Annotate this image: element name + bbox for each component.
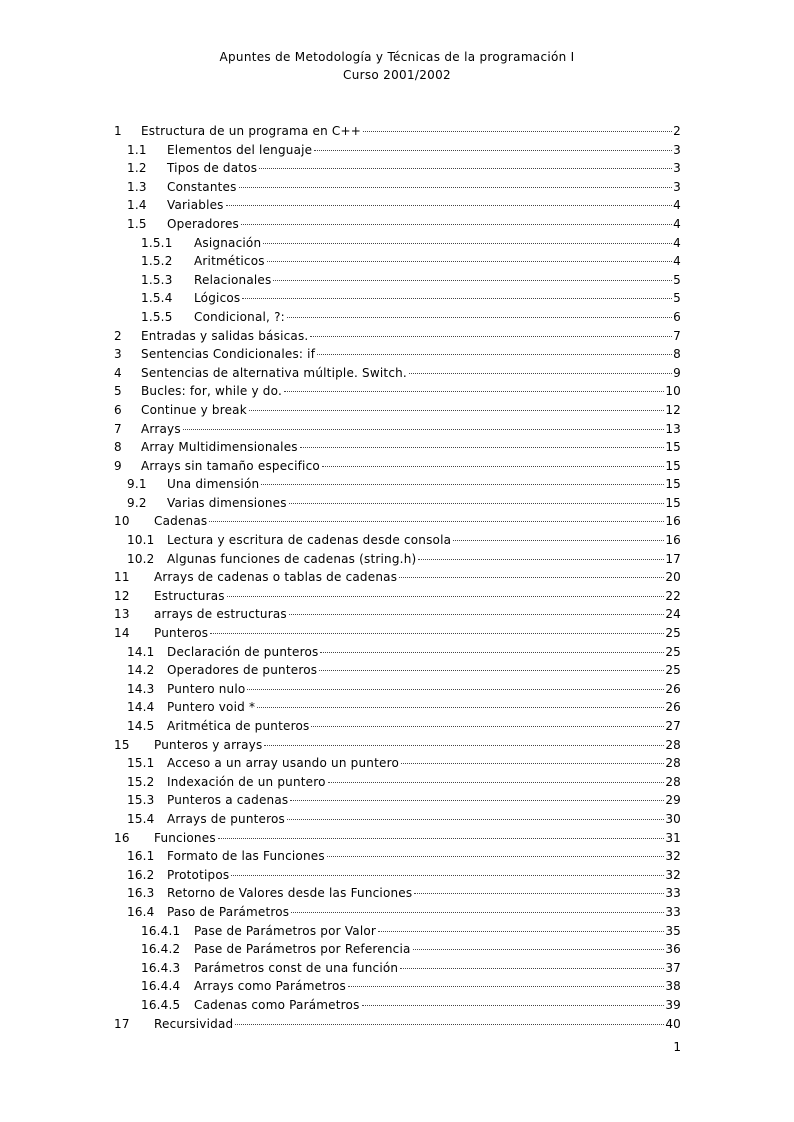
- toc-entry-title: Puntero void *: [167, 700, 256, 715]
- toc-entry-title: Punteros y arrays: [154, 737, 263, 752]
- toc-entry-page: 26: [665, 681, 681, 696]
- toc-entry-title: Una dimensión: [167, 477, 260, 492]
- toc-entry-title: Relacionales: [194, 272, 272, 287]
- page-number: 1: [673, 1040, 681, 1054]
- dot-leader: [320, 652, 664, 653]
- toc-entry-page: 29: [665, 793, 681, 808]
- toc-entry-title: Asignación: [194, 235, 262, 250]
- toc-entry-number: 16.4: [127, 904, 155, 919]
- dot-leader: [226, 205, 673, 206]
- toc-entry-title: Sentencias Condicionales: if: [141, 347, 316, 362]
- dot-leader: [273, 280, 672, 281]
- toc-entry[interactable]: [0, 903, 794, 922]
- toc-entry-title: Prototipos: [167, 867, 230, 882]
- toc-entry[interactable]: [0, 605, 794, 624]
- dot-leader: [289, 503, 665, 504]
- toc-entry-number: 2: [114, 328, 122, 343]
- dot-leader: [327, 856, 665, 857]
- toc-entry-page: 33: [665, 904, 681, 919]
- toc-entry-page: 24: [665, 607, 681, 622]
- toc-entry-title: Recursividad: [154, 1016, 234, 1031]
- toc-entry-number: 16: [114, 830, 130, 845]
- toc-entry[interactable]: [0, 457, 794, 476]
- toc-entry[interactable]: [0, 977, 794, 996]
- toc-entry[interactable]: [0, 271, 794, 290]
- toc-entry-title: Punteros: [154, 626, 209, 641]
- dot-leader: [400, 968, 664, 969]
- toc-entry-title: Cadenas como Parámetros: [194, 997, 360, 1012]
- toc-entry-page: 32: [665, 849, 681, 864]
- toc-entry-title: Sentencias de alternativa múltiple. Switch.: [141, 365, 407, 380]
- toc-entry-number: 1.2: [127, 161, 147, 176]
- toc-entry-number: 15.2: [127, 774, 155, 789]
- dot-leader: [227, 596, 665, 597]
- dot-leader: [322, 466, 664, 467]
- toc-entry-title: Lectura y escritura de cadenas desde consola: [167, 533, 452, 548]
- toc-entry-page: 32: [665, 867, 681, 882]
- toc-entry-page: 40: [665, 1016, 681, 1031]
- toc-entry[interactable]: [0, 289, 794, 308]
- toc-entry-number: 16.3: [127, 886, 155, 901]
- toc-entry-number: 12: [114, 588, 130, 603]
- toc-entry-title: Aritmética de punteros: [167, 719, 310, 733]
- toc-entry-title: Bucles: for, while y do.: [141, 384, 282, 399]
- dot-leader: [399, 577, 664, 578]
- toc-entry[interactable]: [0, 401, 794, 420]
- toc-entry-page: 16: [665, 533, 681, 548]
- toc-entry-number: 16.4.2: [141, 942, 181, 957]
- toc-entry-page: 26: [665, 700, 681, 715]
- dot-leader: [264, 745, 664, 746]
- toc-entry-title: Arrays: [141, 421, 181, 436]
- toc-entry-title: Declaración de punteros: [167, 644, 319, 659]
- dot-leader: [261, 484, 664, 485]
- toc-entry[interactable]: [0, 438, 794, 457]
- toc-entry-page: 37: [665, 960, 681, 975]
- toc-entry-page: 17: [665, 551, 681, 566]
- toc-entry-title: Varias dimensiones: [167, 495, 287, 510]
- toc-entry-page: 15: [665, 477, 681, 492]
- toc-entry-page: 5: [673, 291, 681, 306]
- toc-entry-title: Paso de Parámetros: [167, 904, 290, 919]
- toc-entry-title: Algunas funciones de cadenas (string.h): [167, 551, 417, 566]
- toc-entry[interactable]: [0, 141, 794, 160]
- toc-entry-number: 9.2: [127, 495, 147, 510]
- dot-leader: [257, 707, 664, 708]
- toc-entry[interactable]: [0, 587, 794, 606]
- dot-leader: [362, 1005, 665, 1006]
- toc-entry-page: 6: [673, 309, 681, 324]
- toc-entry[interactable]: [0, 959, 794, 978]
- toc-entry[interactable]: [0, 308, 794, 327]
- toc-entry-page: 3: [673, 161, 681, 176]
- toc-entry-number: 16.2: [127, 867, 155, 882]
- toc-entry[interactable]: [0, 382, 794, 401]
- toc-entry-title: Indexación de un puntero: [167, 774, 326, 789]
- toc-entry-number: 1.5.5: [141, 309, 173, 324]
- toc-entry[interactable]: [0, 196, 794, 215]
- dot-leader: [209, 521, 664, 522]
- toc-entry-number: 16.4.3: [141, 960, 181, 975]
- toc-entry-number: 14.3: [127, 681, 155, 696]
- toc-entry[interactable]: [0, 810, 794, 829]
- toc-entry-number: 10: [114, 514, 130, 529]
- toc-entry-page: 33: [665, 886, 681, 901]
- toc-entry[interactable]: [0, 996, 794, 1015]
- toc-entry[interactable]: [0, 531, 794, 550]
- toc-entry-title: Aritméticos: [194, 254, 265, 269]
- toc-entry-number: 14.1: [127, 644, 155, 659]
- toc-entry[interactable]: [0, 475, 794, 494]
- toc-entry[interactable]: [0, 159, 794, 178]
- toc-entry-number: 1.4: [127, 198, 147, 213]
- toc-entry[interactable]: [0, 345, 794, 364]
- toc-entry[interactable]: [0, 234, 794, 253]
- toc-entry[interactable]: [0, 773, 794, 792]
- dot-leader: [249, 410, 664, 411]
- toc-entry-title: Arrays sin tamaño especifico: [141, 458, 320, 473]
- toc-entry[interactable]: [0, 940, 794, 959]
- toc-entry-number: 16.4.1: [141, 923, 181, 938]
- dot-leader: [241, 224, 672, 225]
- dot-leader: [259, 168, 672, 169]
- toc-entry-page: 9: [673, 365, 681, 380]
- toc-entry-number: 1.5: [127, 216, 147, 231]
- toc-entry[interactable]: [0, 847, 794, 866]
- toc-entry[interactable]: [0, 494, 794, 513]
- dot-leader: [287, 819, 664, 820]
- toc-entry-title: Parámetros const de una función: [194, 960, 399, 975]
- toc-entry[interactable]: [0, 791, 794, 810]
- toc-entry-number: 15.4: [127, 811, 155, 826]
- toc-entry[interactable]: [0, 420, 794, 439]
- toc-entry-title: Acceso a un array usando un puntero: [167, 756, 399, 771]
- toc-entry[interactable]: [0, 922, 794, 941]
- toc-entry-page: 3: [673, 142, 681, 157]
- toc-entry-number: 15.1: [127, 756, 155, 771]
- dot-leader: [348, 986, 664, 987]
- toc-entry-title: Retorno de Valores desde las Funciones: [167, 886, 413, 901]
- toc-entry-number: 1.5.3: [141, 272, 173, 287]
- toc-entry-number: 14.2: [127, 663, 155, 678]
- toc-entry-title: Puntero nulo: [167, 681, 246, 696]
- dot-leader: [328, 782, 665, 783]
- toc-entry-page: 36: [665, 942, 681, 957]
- dot-leader: [284, 391, 664, 392]
- toc-entry-number: 3: [114, 347, 122, 362]
- toc-entry-title: Tipos de datos: [167, 161, 258, 176]
- toc-entry[interactable]: [0, 698, 794, 717]
- toc-entry-number: 1.3: [127, 179, 147, 194]
- toc-entry-number: 1.1: [127, 142, 147, 157]
- toc-entry[interactable]: [0, 122, 794, 141]
- dot-leader: [453, 540, 664, 541]
- header-title: Apuntes de Metodología y Técnicas de la programación I: [219, 50, 575, 64]
- toc-entry-page: 25: [665, 644, 681, 659]
- dot-leader: [378, 931, 664, 932]
- toc-entry[interactable]: [0, 624, 794, 643]
- toc-entry-page: 25: [665, 626, 681, 641]
- toc-entry[interactable]: [0, 736, 794, 755]
- dot-leader: [290, 800, 664, 801]
- toc-entry-title: Operadores: [167, 216, 239, 231]
- toc-entry-number: 1.5.1: [141, 235, 173, 250]
- dot-leader: [311, 726, 664, 727]
- document-header: [0, 48, 794, 84]
- toc-entry-number: 8: [114, 440, 122, 455]
- toc-entry-number: 1.5.4: [141, 291, 173, 306]
- dot-leader: [363, 131, 672, 132]
- toc-entry-number: 4: [114, 365, 122, 380]
- toc-entry-page: 35: [665, 923, 681, 938]
- toc-entry-title: Elementos del lenguaje: [167, 142, 313, 157]
- toc-entry-title: Lógicos: [194, 291, 241, 306]
- toc-entry-page: 28: [665, 774, 681, 789]
- toc-entry-page: 30: [665, 811, 681, 826]
- toc-entry-page: 4: [673, 235, 681, 250]
- toc-entry-number: 16.4.5: [141, 997, 181, 1012]
- dot-leader: [317, 354, 672, 355]
- toc-entry-title: Constantes: [167, 179, 237, 194]
- toc-entry-number: 9.1: [127, 477, 147, 492]
- toc-entry[interactable]: [0, 829, 794, 848]
- toc-entry-title: Pase de Parámetros por Referencia: [194, 942, 411, 957]
- toc-entry-number: 16.4.4: [141, 979, 181, 994]
- toc-entry[interactable]: [0, 327, 794, 346]
- toc-entry-number: 5: [114, 384, 122, 399]
- toc-entry-page: 8: [673, 347, 681, 362]
- dot-leader: [183, 429, 665, 430]
- toc-entry[interactable]: [0, 568, 794, 587]
- table-of-contents: [0, 122, 794, 1033]
- toc-entry-number: 7: [114, 421, 122, 436]
- dot-leader: [287, 317, 672, 318]
- toc-entry-number: 16.1: [127, 849, 155, 864]
- toc-entry[interactable]: [0, 215, 794, 234]
- toc-entry-page: 4: [673, 216, 681, 231]
- toc-entry-page: 3: [673, 179, 681, 194]
- dot-leader: [235, 1024, 664, 1025]
- toc-entry-number: 13: [114, 607, 130, 622]
- toc-entry[interactable]: [0, 717, 794, 736]
- toc-entry-title: Operadores de punteros: [167, 663, 318, 678]
- toc-entry-title: Condicional, ?:: [194, 309, 285, 324]
- toc-entry[interactable]: [0, 512, 794, 531]
- toc-entry-title: Arrays de cadenas o tablas de cadenas: [154, 570, 398, 585]
- toc-entry-page: 13: [665, 421, 681, 436]
- dot-leader: [414, 893, 664, 894]
- dot-leader: [267, 261, 672, 262]
- toc-entry-number: 1: [114, 124, 122, 138]
- dot-leader: [218, 838, 665, 839]
- header-course: Curso 2001/2002: [343, 68, 451, 82]
- toc-entry-number: 15: [114, 737, 130, 752]
- toc-entry-title: Cadenas: [154, 514, 208, 529]
- toc-entry-number: 15.3: [127, 793, 155, 808]
- toc-entry-number: 17: [114, 1016, 130, 1031]
- toc-entry-page: 4: [673, 254, 681, 269]
- toc-entry-number: 14.4: [127, 700, 155, 715]
- toc-entry[interactable]: [0, 178, 794, 197]
- toc-entry-page: 7: [673, 328, 681, 343]
- dot-leader: [319, 670, 664, 671]
- dot-leader: [263, 243, 672, 244]
- toc-entry[interactable]: [0, 866, 794, 885]
- toc-entry-title: Estructuras: [154, 588, 225, 603]
- toc-entry-page: 12: [665, 402, 681, 417]
- toc-entry-title: Arrays como Parámetros: [194, 979, 346, 994]
- toc-entry-title: Formato de las Funciones: [167, 849, 325, 864]
- toc-entry-number: 1.5.2: [141, 254, 173, 269]
- dot-leader: [314, 150, 672, 151]
- toc-entry-page: 39: [665, 997, 681, 1012]
- toc-entry[interactable]: [0, 643, 794, 662]
- toc-entry[interactable]: [0, 680, 794, 699]
- toc-entry-title: Continue y break: [141, 402, 247, 417]
- dot-leader: [247, 689, 664, 690]
- toc-entry-page: 20: [665, 570, 681, 585]
- toc-entry-number: 14.5: [127, 719, 155, 733]
- toc-entry-page: 25: [665, 663, 681, 678]
- toc-entry-title: Funciones: [154, 830, 216, 845]
- toc-entry-number: 6: [114, 402, 122, 417]
- toc-entry-page: 5: [673, 272, 681, 287]
- toc-entry-page: 22: [665, 588, 681, 603]
- toc-entry[interactable]: [0, 364, 794, 383]
- toc-entry-page: 28: [665, 756, 681, 771]
- toc-entry-number: 10.1: [127, 533, 155, 548]
- dot-leader: [210, 633, 664, 634]
- dot-leader: [401, 763, 664, 764]
- dot-leader: [418, 559, 664, 560]
- toc-entry-title: Entradas y salidas básicas.: [141, 328, 309, 343]
- dot-leader: [409, 373, 672, 374]
- toc-entry-number: 14: [114, 626, 130, 641]
- toc-entry-page: 2: [673, 124, 681, 138]
- toc-entry-title: Variables: [167, 198, 224, 213]
- dot-leader: [242, 298, 672, 299]
- toc-entry-number: 11: [114, 570, 130, 585]
- toc-entry-page: 28: [665, 737, 681, 752]
- toc-entry[interactable]: [0, 1015, 794, 1034]
- toc-entry-page: 31: [665, 830, 681, 845]
- toc-entry[interactable]: [0, 252, 794, 271]
- toc-entry[interactable]: [0, 754, 794, 773]
- toc-entry-title: Pase de Parámetros por Valor: [194, 923, 377, 938]
- toc-entry-title: Estructura de un programa en C++: [141, 124, 362, 138]
- toc-entry-title: Array Multidimensionales: [141, 440, 298, 455]
- toc-entry[interactable]: [0, 661, 794, 680]
- dot-leader: [300, 447, 665, 448]
- toc-entry-title: arrays de estructuras: [154, 607, 287, 622]
- dot-leader: [231, 875, 664, 876]
- toc-entry[interactable]: [0, 550, 794, 569]
- toc-entry-page: 16: [665, 514, 681, 529]
- dot-leader: [289, 614, 664, 615]
- toc-entry-page: 10: [665, 384, 681, 399]
- toc-entry-number: 10.2: [127, 551, 155, 566]
- dot-leader: [239, 187, 673, 188]
- toc-entry-page: 4: [673, 198, 681, 213]
- toc-entry-page: 38: [665, 979, 681, 994]
- toc-entry-title: Punteros a cadenas: [167, 793, 289, 808]
- toc-entry-page: 15: [665, 458, 681, 473]
- dot-leader: [310, 336, 672, 337]
- toc-entry-page: 15: [665, 440, 681, 455]
- dot-leader: [291, 912, 664, 913]
- toc-entry-page: 27: [665, 719, 681, 733]
- toc-entry[interactable]: [0, 884, 794, 903]
- toc-entry-page: 15: [665, 495, 681, 510]
- toc-entry-number: 9: [114, 458, 122, 473]
- dot-leader: [413, 949, 665, 950]
- toc-entry-title: Arrays de punteros: [167, 811, 285, 826]
